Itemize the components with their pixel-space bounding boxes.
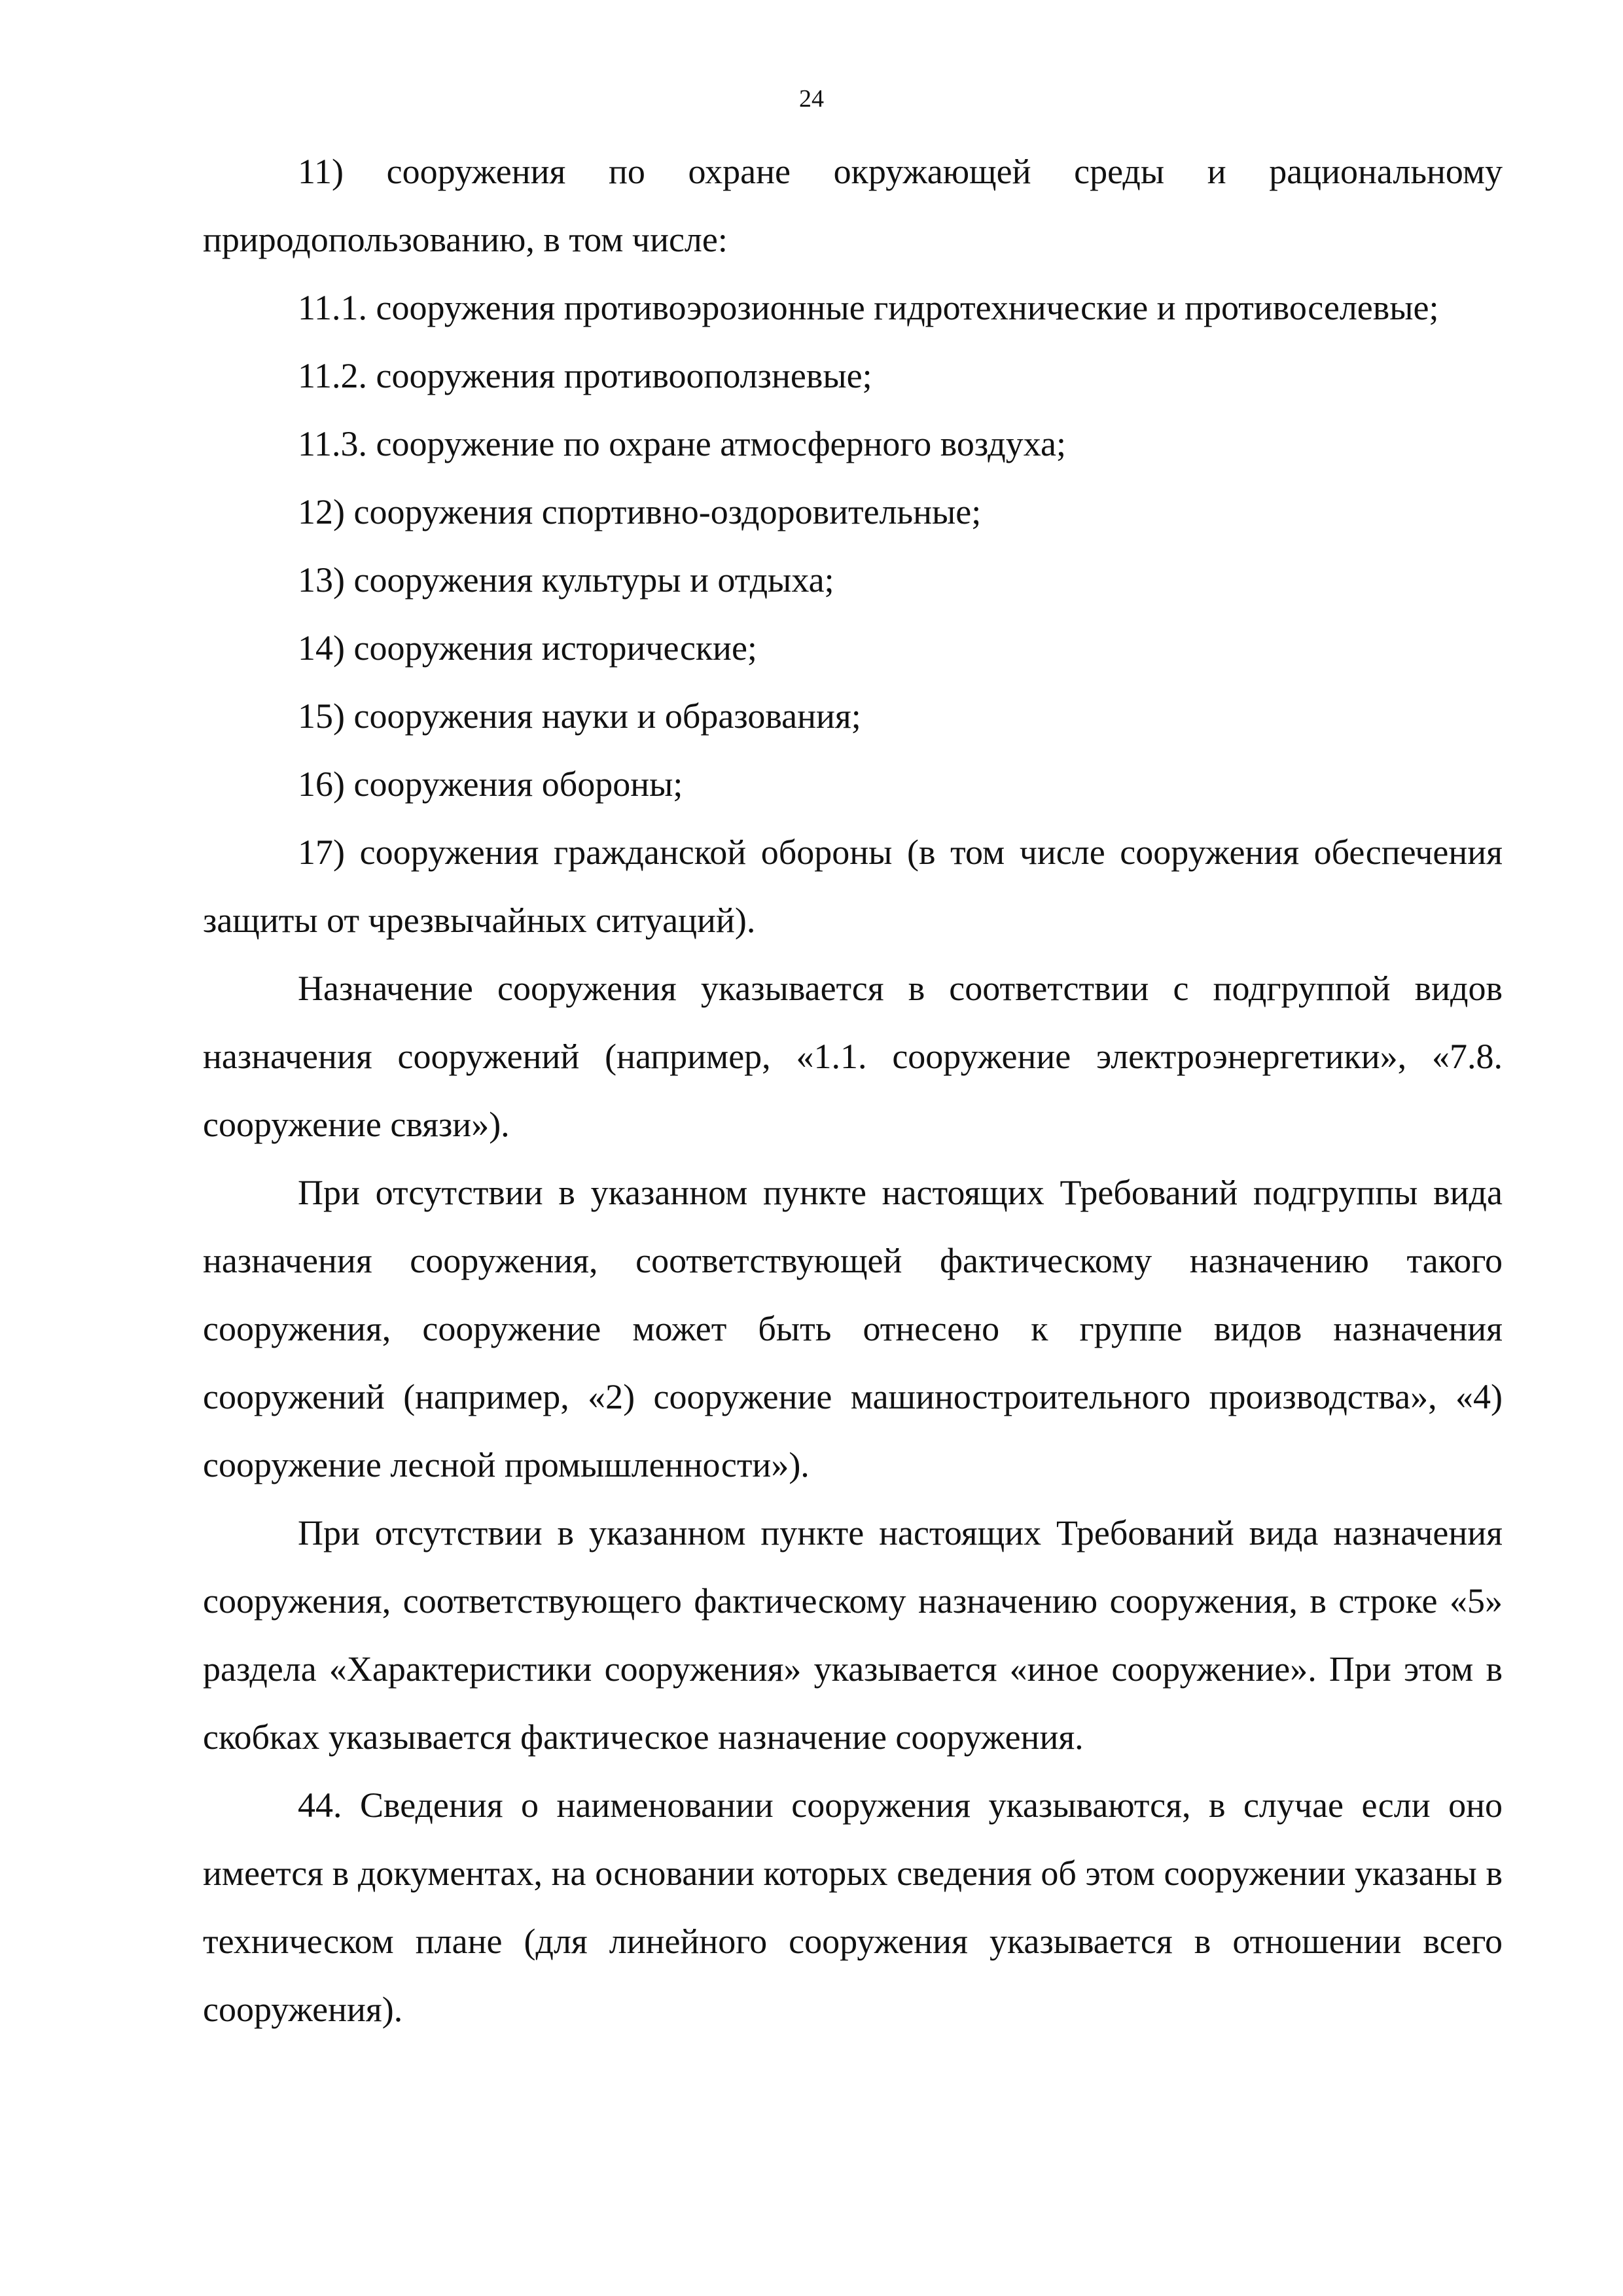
page-number: 24	[799, 85, 824, 113]
list-item-11-3: 11.3. сооружение по охране атмосферного воздуха;	[298, 424, 1066, 463]
paragraph-purpose: Назначение сооружения указывается в соответствии с подгруппой видов назначения сооружений (например, «1.1. сооружение электроэнергетики», «7.8. сооружение связи»).	[203, 969, 1503, 1144]
list-item-11: 11) сооружения по охране окружающей среды и рациональному природопользованию, в том числе:	[203, 152, 1503, 259]
list-item-16: 16) сооружения обороны;	[298, 764, 683, 804]
list-item-13: 13) сооружения культуры и отдыха;	[298, 560, 834, 600]
list-item-15: 15) сооружения науки и образования;	[298, 696, 861, 736]
list-item-17: 17) сооружения гражданской обороны (в том числе сооружения обеспечения защиты от чрезвычайных ситуаций).	[203, 833, 1503, 940]
paragraph-no-type: При отсутствии в указанном пункте настоящих Требований вида назначения сооружения, соответствующего фактическому назначению сооружения, в строке «5» раздела «Характеристики сооружения» указывается «иное сооружение». При этом в скобках указывается фактическое назначение сооружения.	[203, 1513, 1503, 1757]
list-item-11-1: 11.1. сооружения противоэрозионные гидротехнические и противоселевые;	[298, 288, 1439, 327]
list-item-12: 12) сооружения спортивно-оздоровительные;	[298, 492, 982, 531]
list-item-11-2: 11.2. сооружения противооползневые;	[298, 356, 872, 395]
document-body	[203, 137, 1503, 2043]
list-item-14: 14) сооружения исторические;	[298, 628, 757, 668]
paragraph-no-subgroup: При отсутствии в указанном пункте настоящих Требований подгруппы вида назначения сооружения, соответствующей фактическому назначению такого сооружения, сооружение может быть отнесено к группе видов назначения сооружений (например, «2) сооружение машиностроительного производства», «4) сооружение лесной промышленности»).	[203, 1173, 1503, 1484]
paragraph-44: 44. Сведения о наименовании сооружения указываются, в случае если оно имеется в документах, на основании которых сведения об этом сооружении указаны в техническом плане (для линейного сооружения указывается в отношении всего сооружения).	[203, 1785, 1503, 2029]
